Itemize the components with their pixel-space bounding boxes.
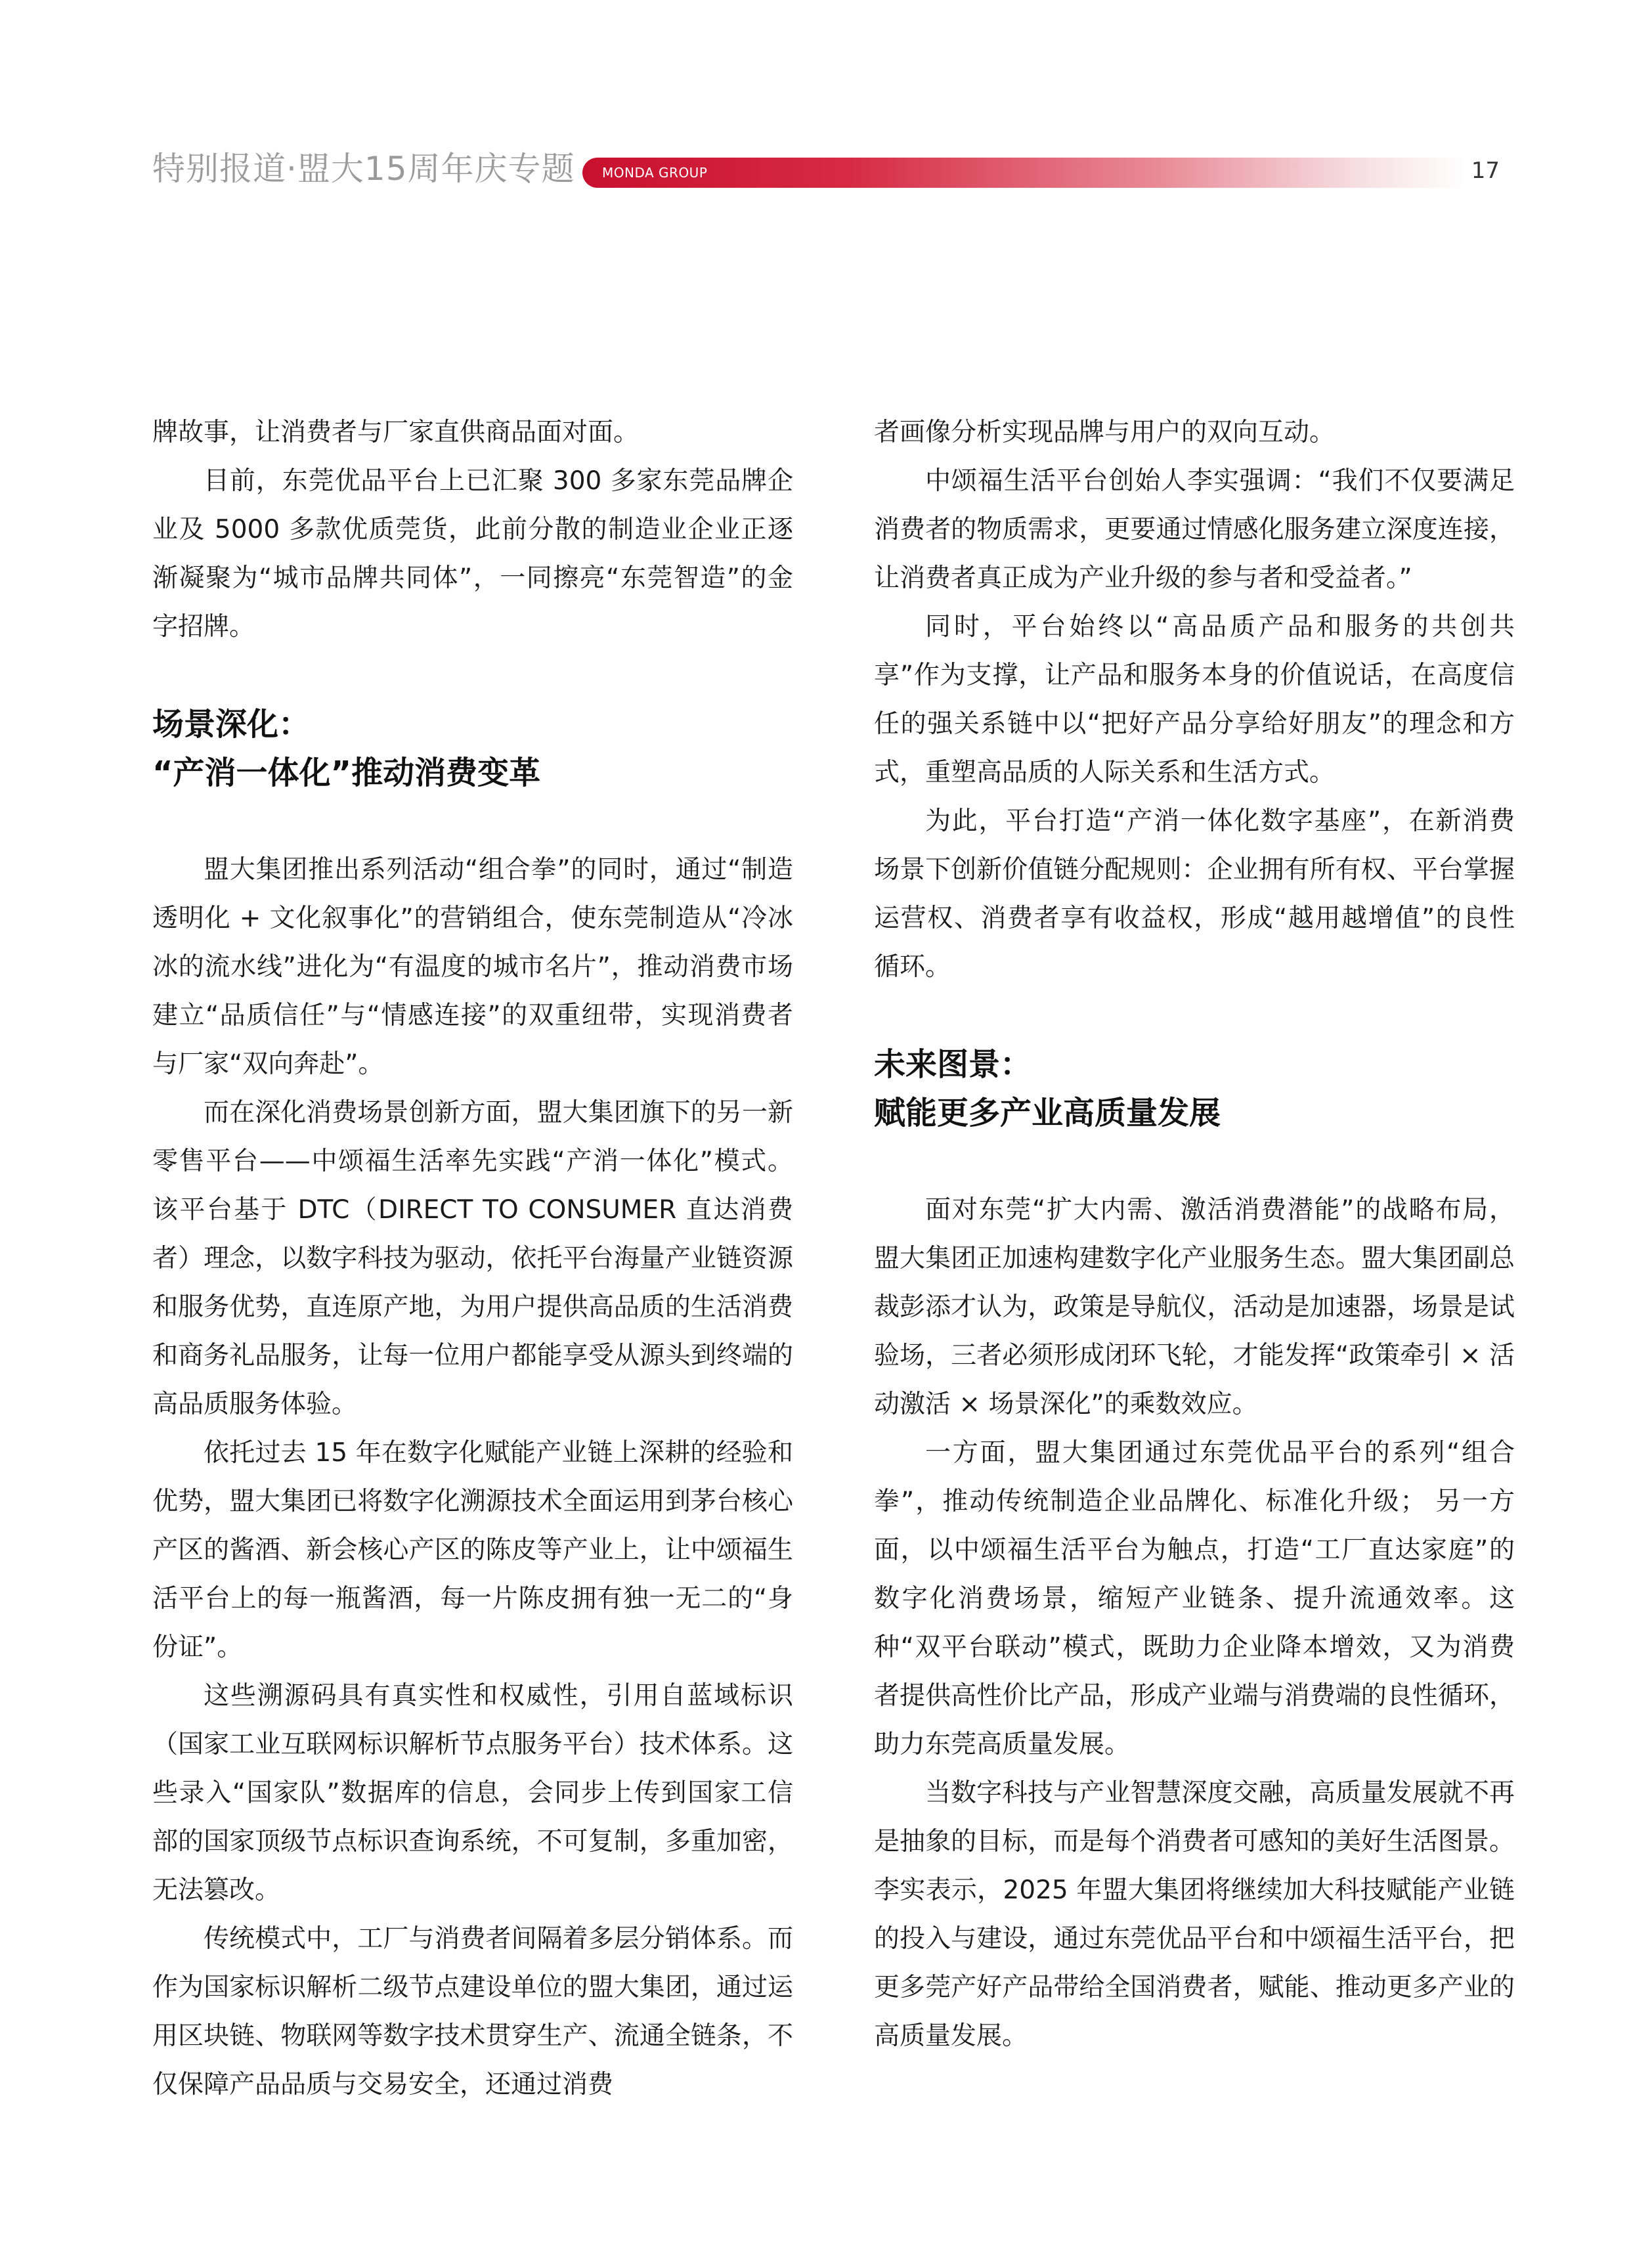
brand-banner	[582, 158, 1466, 188]
paragraph: 而在深化消费场景创新方面，盟大集团旗下的另一新零售平台——中颂福生活率先实践“产消一体化”模式。该平台基于 DTC（DIRECT TO CONSUMER 直达消费者）理念，以数字科技为驱动，依托平台海量产业链资源和服务优势，直连原产地，为用户提供高品质的生活消费和商务礼品服务，让每一位用户都能享受从源头到终端的高品质服务体验。	[152, 1098, 793, 1419]
section-heading-line: 赋能更多产业高质量发展	[874, 1095, 1221, 1131]
section-title: 特别报道·盟大15周年庆专题	[152, 150, 575, 188]
section-heading	[152, 700, 793, 797]
page-number: 17	[1471, 158, 1500, 184]
brand-label: MONDA GROUP	[602, 165, 708, 181]
paragraph: 牌故事，让消费者与厂家直供商品面对面。	[152, 418, 640, 447]
section-heading-line: “产消一体化”推动消费变革	[152, 755, 541, 791]
paragraph: 中颂福生活平台创始人李实强调：“我们不仅要满足消费者的物质需求，更要通过情感化服务建立深度连接，让消费者真正成为产业升级的参与者和受益者。”	[874, 466, 1515, 593]
paragraph: 一方面，盟大集团通过东莞优品平台的系列“组合拳”，推动传统制造企业品牌化、标准化升级； 另一方面，以中颂福生活平台为触点，打造“工厂直达家庭”的数字化消费场景，缩短产业链条、提升流通效率。这种“双平台联动”模式，既助力企业降本增效，又为消费者提供高性价比产品，形成产业端与消费端的良性循环，助力东莞高质量发展。	[874, 1438, 1515, 1759]
section-heading	[874, 1040, 1515, 1137]
paragraph: 传统模式中，工厂与消费者间隔着多层分销体系。而作为国家标识解析二级节点建设单位的盟大集团，通过运用区块链、物联网等数字技术贯穿生产、流通全链条，不仅保障产品品质与交易安全，还通过消费	[152, 1924, 793, 2099]
paragraph: 目前，东莞优品平台上已汇聚 300 多家东莞品牌企业及 5000 多款优质莞货，此前分散的制造业企业正逐渐凝聚为“城市品牌共同体”，一同擦亮“东莞智造”的金字招牌。	[152, 466, 793, 642]
right-column	[874, 408, 1515, 2061]
paragraph: 同时，平台始终以“高品质产品和服务的共创共享”作为支撑，让产品和服务本身的价值说话，在高度信任的强关系链中以“把好产品分享给好朋友”的理念和方式，重塑高品质的人际关系和生活方式。	[874, 612, 1515, 787]
section-heading-line: 场景深化：	[152, 706, 311, 743]
page-header	[152, 146, 1500, 198]
paragraph: 当数字科技与产业智慧深度交融，高质量发展就不再是抽象的目标，而是每个消费者可感知的美好生活图景。李实表示，2025 年盟大集团将继续加大科技赋能产业链的投入与建设，通过东莞优品平台和中颂福生活平台，把更多莞产好产品带给全国消费者，赋能、推动更多产业的高质量发展。	[874, 1778, 1515, 2051]
paragraph: 面对东莞“扩大内需、激活消费潜能”的战略布局，盟大集团正加速构建数字化产业服务生态。盟大集团副总裁彭添才认为，政策是导航仪，活动是加速器，场景是试验场，三者必须形成闭环飞轮，才能发挥“政策牵引 × 活动激活 × 场景深化”的乘数效应。	[874, 1195, 1515, 1419]
paragraph: 依托过去 15 年在数字化赋能产业链上深耕的经验和优势，盟大集团已将数字化溯源技术全面运用到茅台核心产区的酱酒、新会核心产区的陈皮等产业上，让中颂福生活平台上的每一瓶酱酒，每一片陈皮拥有独一无二的“身份证”。	[152, 1438, 793, 1662]
paragraph: 盟大集团推出系列活动“组合拳”的同时，通过“制造透明化 + 文化叙事化”的营销组合，使东莞制造从“冷冰冰的流水线”进化为“有温度的城市名片”，推动消费市场建立“品质信任”与“情感连接”的双重纽带，实现消费者与厂家“双向奔赴”。	[152, 855, 793, 1079]
paragraph: 这些溯源码具有真实性和权威性，引用自蓝域标识（国家工业互联网标识解析节点服务平台）技术体系。这些录入“国家队”数据库的信息，会同步上传到国家工信部的国家顶级节点标识查询系统，不可复制，多重加密，无法篡改。	[152, 1681, 793, 1905]
paragraph: 者画像分析实现品牌与用户的双向互动。	[874, 418, 1336, 447]
left-column	[152, 408, 793, 2109]
section-heading-line: 未来图景：	[874, 1046, 1032, 1083]
paragraph: 为此，平台打造“产消一体化数字基座”，在新消费场景下创新价值链分配规则：企业拥有所有权、平台掌握运营权、消费者享有收益权，形成“越用越增值”的良性循环。	[874, 806, 1515, 982]
